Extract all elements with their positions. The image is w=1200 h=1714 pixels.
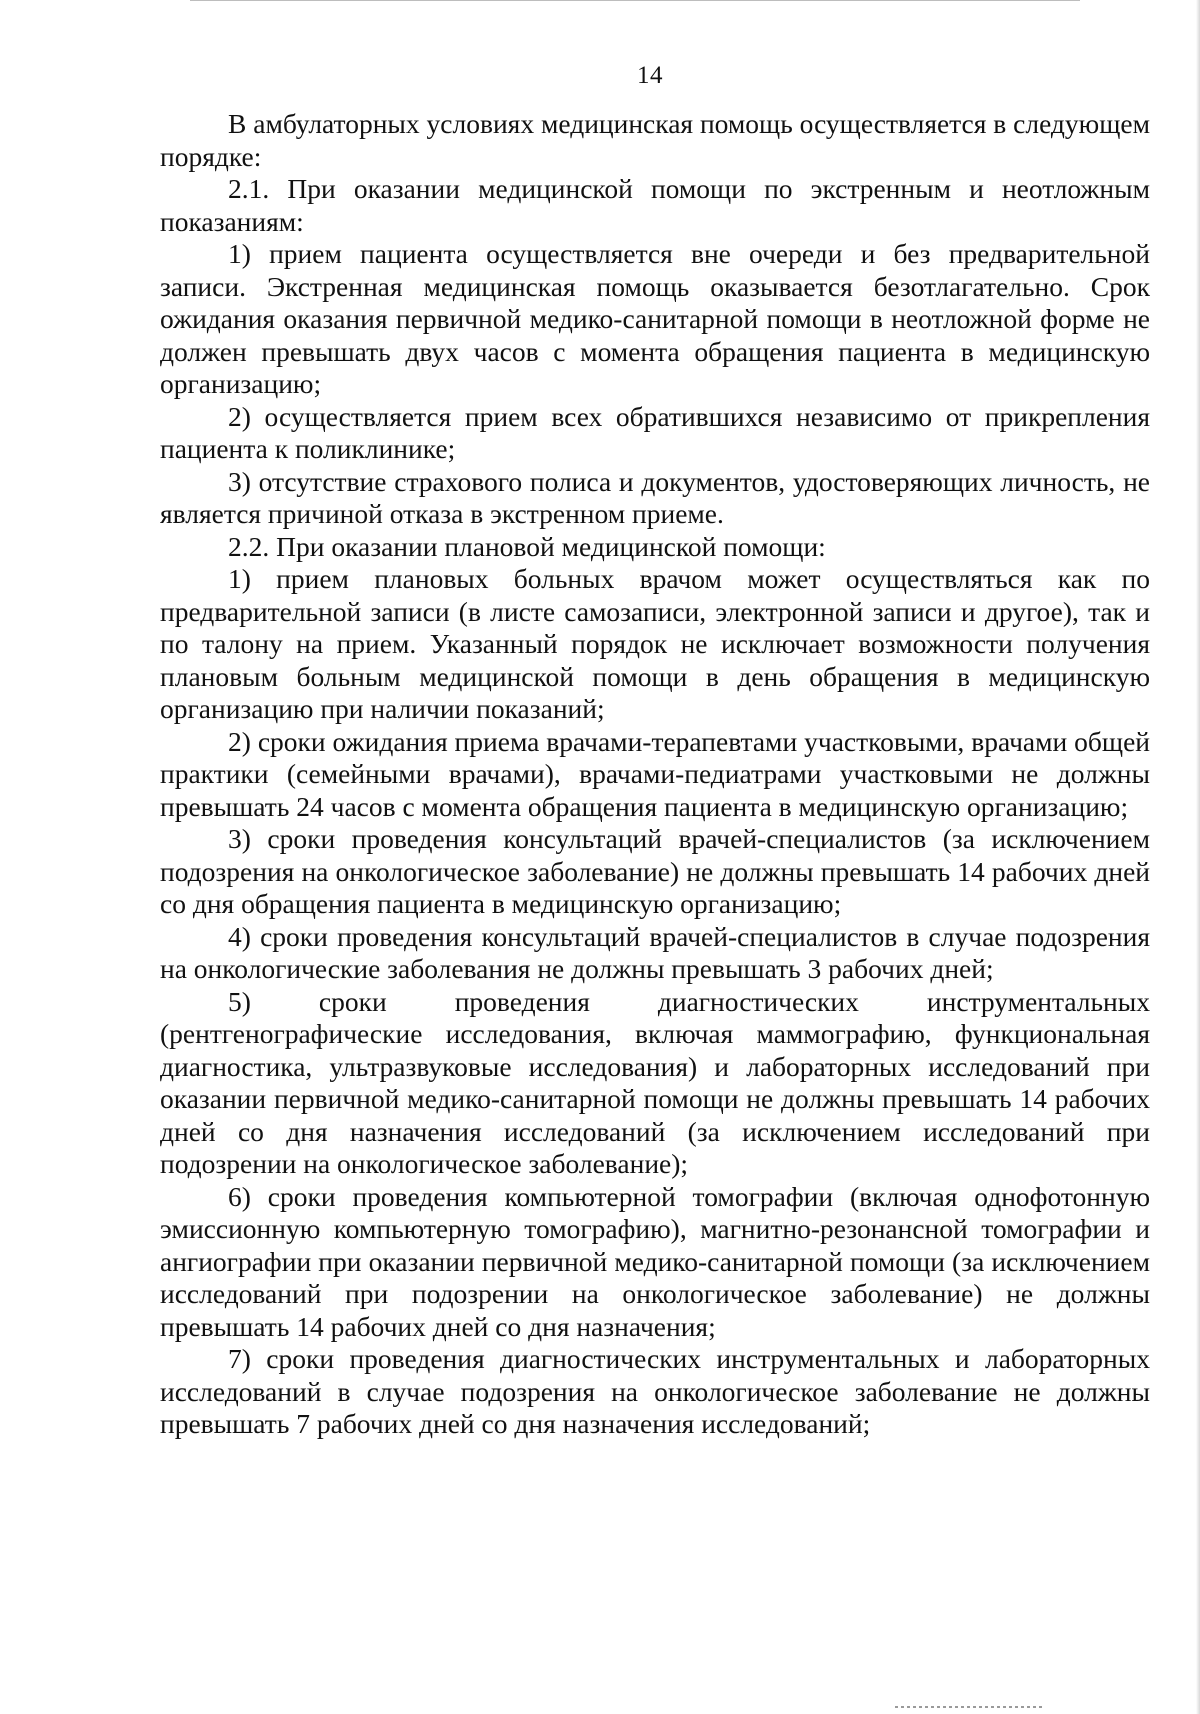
- paragraph-2-1-item-2: 2) осуществляется прием всех обратившихся независимо от прикрепления пациента к поликлинике;: [160, 400, 1150, 464]
- scan-edge-line: [190, 0, 1080, 1]
- paragraph-2-2-item-3: 3) сроки проведения консультаций врачей-специалистов (за исключением подозрения на онкологическое заболевание) не должны превышать 14 рабочих дней со дня обращения пациента в медицинскую организацию;: [160, 823, 1150, 919]
- document-body: [160, 108, 1150, 1441]
- scan-bottom-artifact: [895, 1706, 1045, 1708]
- paragraph-2-2-item-6: 6) сроки проведения компьютерной томографии (включая однофотонную эмиссионную компьютерную томографию), магнитно-резонансной томографии и ангиографии при оказании первичной медико-санитарной помощи (за исключением исследований при подозрении на онкологическое заболевание) не должны превышать 14 рабочих дней со дня назначения;: [160, 1180, 1150, 1342]
- paragraph-intro: В амбулаторных условиях медицинская помощь осуществляется в следующем порядке:: [160, 108, 1150, 172]
- paragraph-2-1-item-3: 3) отсутствие страхового полиса и документов, удостоверяющих личность, не является причиной отказа в экстренном приеме.: [160, 465, 1150, 529]
- paragraph-2-1-item-1: 1) прием пациента осуществляется вне очереди и без предварительной записи. Экстренная медицинская помощь оказывается безотлагательно. Срок ожидания оказания первичной медико-санитарной помощи в неотложной форме не должен превышать двух часов с момента обращения пациента в медицинскую организацию;: [160, 238, 1150, 399]
- scan-edge-shadow: [1196, 0, 1200, 1714]
- paragraph-section-2-2: 2.2. При оказании плановой медицинской помощи:: [228, 530, 826, 562]
- paragraph-2-2-item-1: 1) прием плановых больных врачом может осуществляться как по предварительной записи (в листе самозаписи, электронной записи и другое), так и по талону на прием. Указанный порядок не исключает возможности получения плановым больным медицинской помощи в день обращения в медицинскую организацию при наличии показаний;: [160, 563, 1150, 724]
- paragraph-2-2-item-5: 5) сроки проведения диагностических инструментальных (рентгенографические исследования, включая маммографию, функциональная диагностика, ультразвуковые исследования) и лабораторных исследований при оказании первичной медико-санитарной помощи не должны превышать 14 рабочих дней со дня назначения исследований (за исключением исследований при подозрении на онкологическое заболевание);: [160, 985, 1150, 1179]
- paragraph-section-2-1: 2.1. При оказании медицинской помощи по экстренным и неотложным показаниям:: [160, 173, 1150, 237]
- paragraph-2-2-item-2: 2) сроки ожидания приема врачами-терапевтами участковыми, врачами общей практики (семейными врачами), врачами-педиатрами участковыми не должны превышать 24 часов с момента обращения пациента в медицинскую организацию;: [160, 725, 1150, 822]
- paragraph-2-2-item-7: 7) сроки проведения диагностических инструментальных и лабораторных исследований в случае подозрения на онкологическое заболевание не должны превышать 7 рабочих дней со дня назначения исследований;: [160, 1343, 1150, 1439]
- paragraph-2-2-item-4: 4) сроки проведения консультаций врачей-специалистов в случае подозрения на онкологические заболевания не должны превышать 3 рабочих дней;: [160, 920, 1150, 984]
- page-number: 14: [637, 62, 663, 89]
